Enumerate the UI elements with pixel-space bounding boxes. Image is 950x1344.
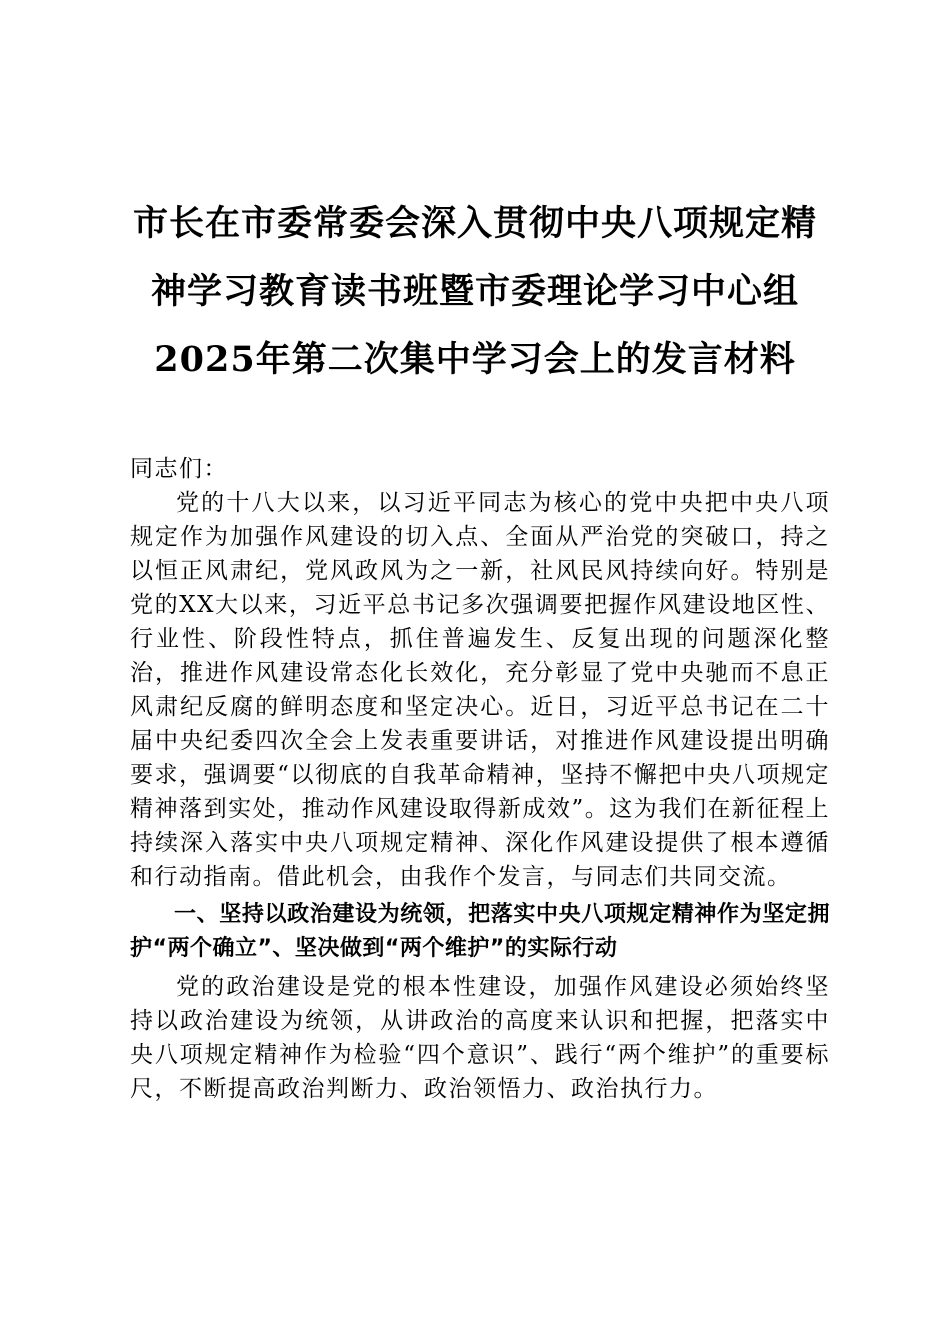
intro-paragraph: 党的十八大以来，以习近平同志为核心的党中央把中央八项规定作为加强作风建设的切入点、全面从严治党的突破口，持之以恒正风肃纪，党风政风为之一新，社风民风持续向好。特别是党的XX大以来，习近平总书记多次强调要把握作风建设地区性、行业性、阶段性特点，抓住普遍发生、反复出现的问题深化整治，推进作风建设常态化长效化，充分彰显了党中央驰而不息正风肃纪反腐的鲜明态度和坚定决心。近日，习近平总书记在二十届中央纪委四次全会上发表重要讲话，对推进作风建设提出明确要求，强调要“以彻底的自我革命精神，坚持不懈把中央八项规定精神落到实处，推动作风建设取得新成效”。这为我们在新征程上持续深入落实中央八项规定精神、深化作风建设提供了根本遵循和行动指南。借此机会，由我作个发言，与同志们共同交流。 <box>130 490 830 890</box>
section-heading: 一、坚持以政治建设为统领，把落实中央八项规定精神作为坚定拥护“两个确立”、坚决做到“两个维护”的实际行动 <box>130 902 830 961</box>
salutation: 同志们： <box>130 456 228 482</box>
document-body <box>130 452 830 1106</box>
section-paragraph: 党的政治建设是党的根本性建设，加强作风建设必须始终坚持以政治建设为统领，从讲政治的高度来认识和把握，把落实中央八项规定精神作为检验“四个意识”、践行“两个维护”的重要标尺，不断提高政治判断力、政治领悟力、政治执行力。 <box>130 974 830 1102</box>
document-title: 市长在市委常委会深入贯彻中央八项规定精神学习教育读书班暨市委理论学习中心组2025年第二次集中学习会上的发言材料 <box>132 203 817 380</box>
